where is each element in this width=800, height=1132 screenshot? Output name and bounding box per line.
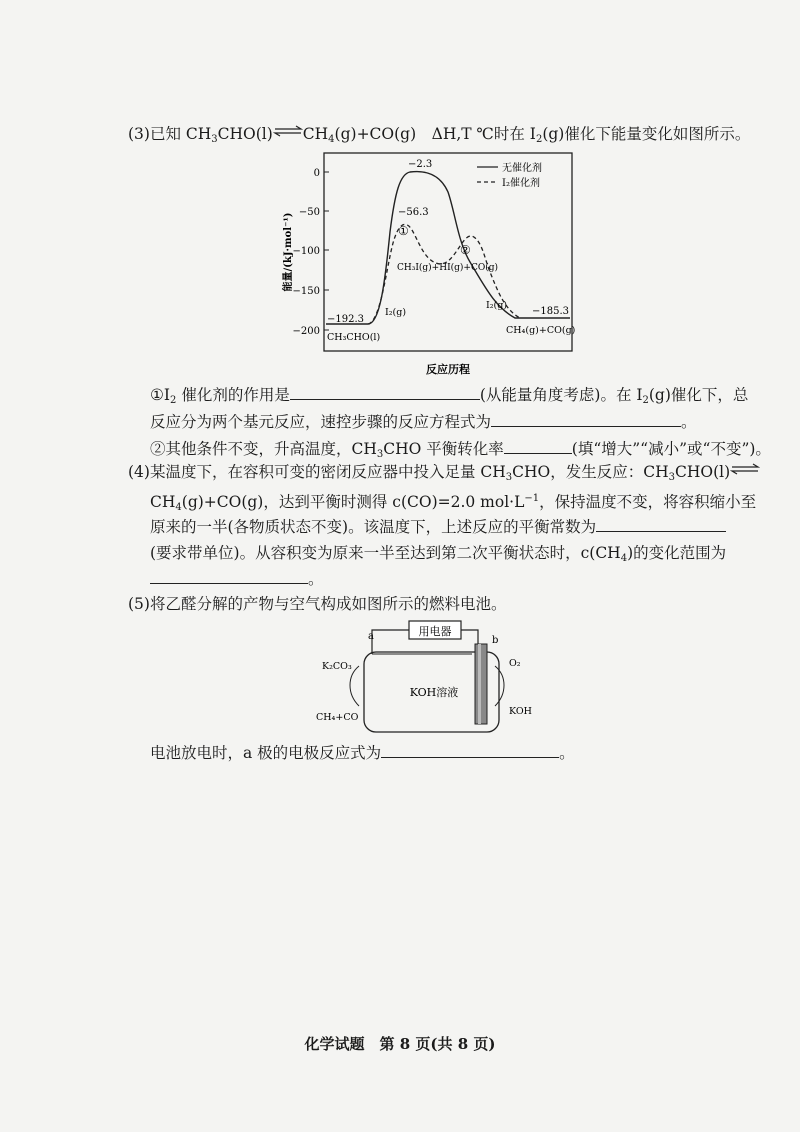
label-end: −185.3 (532, 306, 570, 317)
q5-ask: 电池放电时，a 极的电极反应式为 。 (150, 744, 575, 762)
label-i2-left: I₂(g) (385, 307, 407, 318)
energy-diagram (280, 152, 580, 377)
q3-intro: (3)已知 $CH_3CHO(l)$ $CH_4(g)+CO(g)$ ΔH,T ℃时在 $I_2(g)$催化下能量变化如图所示。 (128, 125, 751, 145)
q4-line3: 原来的一半(各物质状态不变)。该温度下，上述反应的平衡常数为 (150, 516, 726, 537)
answer-blank-2[interactable] (491, 411, 681, 427)
q3-sub2: ②其他条件不变，升高温度，$CH_3CHO$ 平衡转化率 (填“增大”“减小”或“不变”)。 (150, 440, 771, 460)
equilibrium-arrow-icon (730, 463, 760, 475)
q4-line2: $CH_4(g)+CO(g)$，达到平衡时测得 c(CO)=2.0 $mol\cdot L^{-1}$，保持温度不变，将容积缩小至 (150, 493, 757, 513)
legend-uncat: 无催化剂 (502, 163, 542, 174)
fuel-cell-diagram (312, 614, 552, 739)
y-tick-1: −50 (298, 207, 320, 218)
label-i2-right: I₂(g) (486, 300, 508, 311)
x-axis-label: 反应历程 (426, 363, 470, 376)
label-peak-uncat: −2.3 (408, 159, 433, 170)
q4-line5: 。 (150, 568, 324, 589)
label-ts1: ① (398, 224, 409, 238)
ch4-co-label: CH₄+CO (316, 712, 359, 723)
label-reactant: CH₃CHO(l) (327, 332, 381, 343)
q4-line4: (要求带单位)。从容积变为原来一半至达到第二次平衡状态时，$c(CH_4)$的变化范围为 (150, 544, 727, 564)
koh-label: KOH (509, 706, 532, 717)
label-intermediate: CH₃I(g)+HI(g)+CO(g) (397, 263, 498, 273)
device-label: 用电器 (418, 625, 452, 638)
q5-intro: (5)将乙醛分解的产物与空气构成如图所示的燃料电池。 (128, 595, 507, 613)
legend-cat: I₂催化剂 (502, 178, 540, 189)
q4-line1: (4)某温度下，在容积可变的密闭反应器中投入足量 $CH_3CHO$，发生反应：$CH_3CHO(l)$ (128, 462, 760, 488)
electrode-rod-highlight (478, 644, 481, 724)
label-peak1-cat: −56.3 (398, 207, 429, 218)
uncatalyzed-curve (326, 172, 570, 324)
y-tick-2: −100 (292, 246, 320, 257)
answer-blank-5[interactable] (150, 568, 308, 584)
wire-a (372, 630, 409, 654)
y-tick-3: −150 (292, 286, 320, 297)
k2co3-label: K₂CO₃ (322, 661, 352, 672)
y-tick-0: 0 (313, 168, 320, 179)
left-flow-arrow (350, 666, 359, 706)
q3-sub1-line1: $①I_2$ 催化剂的作用是 (从能量角度考虑)。在 $I_2(g)$催化下，总 (150, 386, 749, 406)
equilibrium-arrow-icon (273, 125, 303, 137)
q3-sub1-line2: 反应分为两个基元反应，速控步骤的反应方程式为 。 (150, 413, 697, 431)
electrode-b-label: b (492, 635, 499, 646)
label-product: CH₄(g)+CO(g) (506, 325, 576, 336)
answer-blank-3[interactable] (504, 438, 572, 454)
electrode-a-label: a (368, 631, 374, 642)
y-tick-4: −200 (292, 326, 320, 337)
answer-blank-4[interactable] (596, 516, 726, 532)
y-axis-label: 能量/(kJ·mol⁻¹) (283, 212, 294, 292)
page-footer: 化学试题 第 8 页(共 8 页) (304, 1035, 496, 1053)
legend (477, 161, 542, 189)
answer-blank-6[interactable] (381, 742, 559, 758)
solution-label: KOH溶液 (409, 686, 459, 699)
o2-label: O₂ (509, 658, 521, 669)
label-ts2: ② (460, 243, 471, 257)
answer-blank-1[interactable] (290, 384, 480, 400)
label-start: −192.3 (327, 314, 365, 325)
